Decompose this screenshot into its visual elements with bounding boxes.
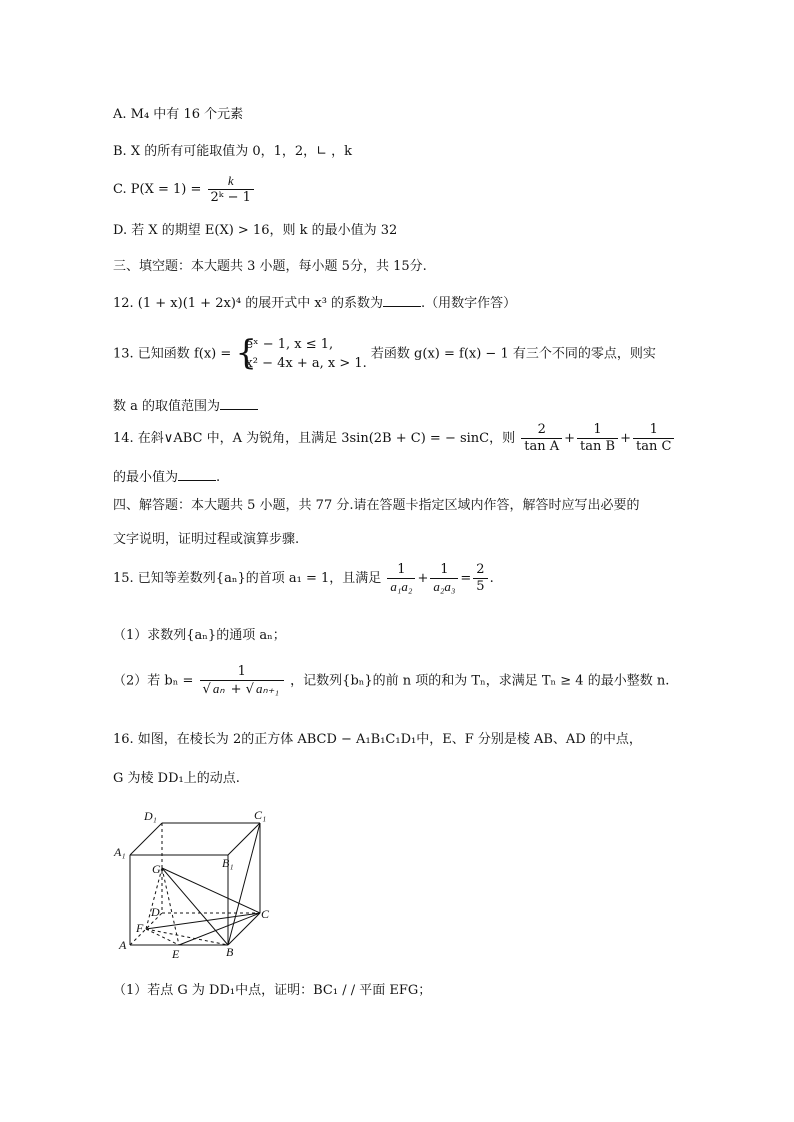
section-4-heading: 四、解答题：本大题共 5 小题，共 77 分.请在答题卡指定区域内作答，解答时应写出必要的 <box>113 498 640 513</box>
question-13-line-2 <box>113 397 258 416</box>
q15-2-lead: （2）若 bₙ = <box>113 673 194 689</box>
label-B: B <box>226 945 234 959</box>
q15-r-den: 5 <box>473 578 487 595</box>
question-12 <box>113 294 516 313</box>
q15-2-sqrt-b: aₙ₊₁ <box>255 681 280 696</box>
option-c-numerator: k <box>227 173 234 188</box>
question-14: 14. 在斜∨ABC 中，A 为锐角，且满足 3sin(2B + C) = − sinC，则 $\frac{2}{\text{tan A}}$ + $\frac{1}{\text{tan B}}$ + $\frac{1}{\text{tan C}}$ <box>113 422 676 455</box>
cube-figure <box>110 805 290 965</box>
q15-f2-num: 1 <box>440 562 449 577</box>
option-c-denominator: 2ᵏ − 1 <box>208 189 254 206</box>
q13-piecewise <box>235 335 366 373</box>
q14-fraction-2 <box>577 422 618 455</box>
q12-answer-blank <box>383 294 421 307</box>
label-D: D <box>151 905 160 919</box>
q15-lead: 15. 已知等差数列{aₙ}的首项 a₁ = 1，且满足 <box>113 571 382 586</box>
q14-fraction-1 <box>521 422 562 455</box>
q15-equals: = <box>460 571 472 586</box>
option-d: D. 若 X 的期望 E(X) > 16，则 k 的最小值为 32 <box>113 223 398 238</box>
q14-fraction-3 <box>633 422 674 455</box>
q13-line2: 数 a 的取值范围为 <box>113 399 221 414</box>
label-E: E <box>172 947 180 961</box>
q15-2-num: 1 <box>237 664 246 679</box>
question-15-part-1: （1）求数列{aₙ}的通项 aₙ； <box>113 628 286 643</box>
edge-BC <box>228 913 260 945</box>
segment-BC1 <box>228 823 260 945</box>
question-15-part-2 <box>113 664 669 698</box>
q14-f1-den: tan A <box>521 438 562 455</box>
q15-f1-den: a₁a₂ <box>387 578 415 595</box>
q15-2-sqrt-a: aₙ <box>212 681 225 696</box>
q14-period: . <box>216 470 221 485</box>
q12-tail: .（用数字作答） <box>421 296 517 311</box>
q15-2-den: √ aₙ + √ aₙ₊₁ <box>200 680 285 698</box>
label-D1: D₁ <box>144 809 157 823</box>
segment-GC <box>162 868 260 913</box>
option-c <box>113 173 256 206</box>
label-B1: B₁ <box>222 856 234 870</box>
q14-f2-num: 1 <box>593 422 602 437</box>
label-G: G <box>152 862 161 876</box>
q14-f1-num: 2 <box>537 422 546 437</box>
q15-2-fraction <box>200 664 285 698</box>
q13-lead: 13. 已知函数 f(x) = <box>113 346 232 362</box>
q15-f2-den: a₂a₃ <box>430 578 458 595</box>
segment-GB <box>162 868 228 945</box>
q14-lead: 14. 在斜∨ABC 中，A 为锐角，且满足 3sin(2B + C) = − sinC，则 <box>113 431 516 446</box>
left-brace: { <box>235 333 258 373</box>
option-b: B. X 的所有可能取值为 0，1，2，∟ ，k <box>113 144 353 159</box>
q14-line2: 的最小值为 <box>113 470 179 485</box>
q15-fraction-1 <box>387 562 415 595</box>
label-A1: A₁ <box>114 845 126 859</box>
option-a: A. M₄ 中有 16 个元素 <box>113 107 244 122</box>
section-4-heading-line-2: 文字说明，证明过程或演算步骤. <box>113 532 300 547</box>
question-16-line-2: G 为棱 DD₁上的动点. <box>113 771 240 786</box>
question-15: 15. 已知等差数列{aₙ}的首项 a₁ = 1，且满足 $\frac{1}{\text{a₁a₂}}$ + $\frac{1}{\text{a₂a₃}}$ = $\frac{2}{5}$ . <box>113 562 494 594</box>
q13-answer-blank <box>220 397 258 410</box>
q13-tail: 若函数 g(x) = f(x) − 1 有三个不同的零点，则实 <box>370 346 656 362</box>
q14-answer-blank <box>178 468 216 481</box>
q15-end: . <box>489 571 494 586</box>
segment-FE <box>146 929 179 945</box>
q14-f3-den: tan C <box>633 438 674 455</box>
question-14-line-2 <box>113 468 220 487</box>
q13-case-2: x² − 4x + a, x > 1. <box>245 356 367 371</box>
edge-B1C1 <box>228 823 260 855</box>
q12-text: 12. (1 + x)(1 + 2x)⁴ 的展开式中 x³ 的系数为 <box>113 296 384 311</box>
q15-2-tail: ，记数列{bₙ}的前 n 项的和为 Tₙ，求满足 Tₙ ≥ 4 的最小整数 n. <box>290 673 670 689</box>
option-c-fraction <box>208 173 254 206</box>
q15-2-plus: + <box>226 682 246 697</box>
question-16: 16. 如图，在棱长为 2的正方体 ABCD − A₁B₁C₁D₁中，E、F 分别是棱 AB、AD 的中点， <box>113 732 642 747</box>
q15-fraction-2 <box>430 562 458 595</box>
label-C1: C₁ <box>254 808 267 822</box>
q15-r-num: 2 <box>476 562 485 577</box>
label-C: C <box>261 907 270 921</box>
question-16-part-1: （1）若点 G 为 DD₁中点，证明：BC₁ / / 平面 EFG； <box>113 983 432 998</box>
label-F: F <box>136 921 144 935</box>
edge-A1D1 <box>130 823 162 855</box>
q15-f1-num: 1 <box>397 562 406 577</box>
label-A: A <box>119 938 127 952</box>
segment-GF <box>146 868 162 929</box>
question-13 <box>113 335 656 373</box>
option-c-lead: C. P(X = 1) = <box>113 182 202 197</box>
section-3-heading: 三、填空题：本大题共 3 小题，每小题 5分，共 15分. <box>113 259 427 274</box>
q14-f3-num: 1 <box>649 422 658 437</box>
q14-f2-den: tan B <box>577 438 618 455</box>
q15-fraction-3 <box>473 562 487 595</box>
segment-EC <box>179 913 260 945</box>
q13-case-1: eˣ − 1, x ≤ 1, <box>245 337 334 352</box>
